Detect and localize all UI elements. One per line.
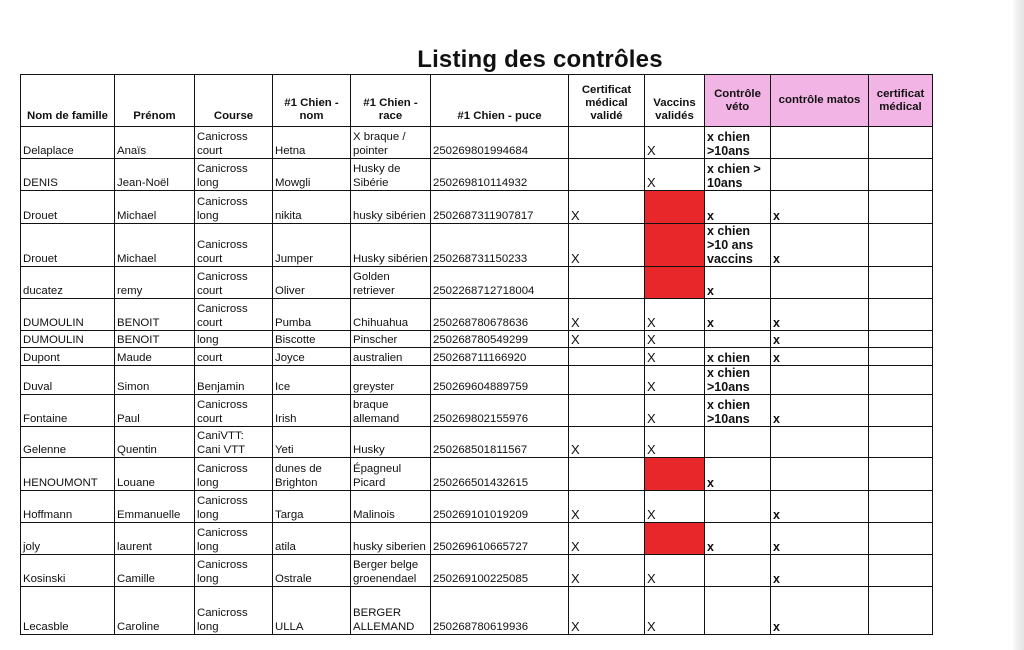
cell-certificat-medical: [869, 523, 933, 555]
cell-certificat-medical: [869, 159, 933, 191]
cell-chien-puce: 250269801994684: [431, 127, 569, 159]
table-header-row: [21, 75, 933, 127]
col-header-controle-matos: contrôle matos: [771, 75, 869, 127]
cell-nom: Drouet: [21, 224, 115, 267]
cell-nom: HENOUMONT: [21, 458, 115, 491]
cell-controle-veto: [705, 555, 771, 587]
cell-course: long: [195, 331, 273, 348]
table-row: [21, 523, 933, 555]
cell-chien-race: Husky de Sibérie: [351, 159, 431, 191]
cell-controle-matos: x: [771, 348, 869, 366]
cell-certificat-valide: X: [569, 224, 645, 267]
cell-controle-matos: x: [771, 555, 869, 587]
cell-chien-nom: Pumba: [273, 299, 351, 331]
cell-prenom: remy: [115, 267, 195, 299]
cell-chien-puce: 250226871271800​4: [431, 267, 569, 299]
cell-certificat-medical: [869, 458, 933, 491]
table-row: [21, 299, 933, 331]
cell-prenom: Caroline: [115, 587, 195, 635]
cell-certificat-valide: X: [569, 299, 645, 331]
cell-controle-veto: x: [705, 458, 771, 491]
cell-vaccins-valides: [645, 191, 705, 224]
cell-controle-matos: [771, 159, 869, 191]
cell-chien-puce: 250269810114932: [431, 159, 569, 191]
cell-prenom: Michael: [115, 224, 195, 267]
page-title: Listing des contrôles: [417, 46, 663, 73]
cell-chien-race: Husky sibérien: [351, 224, 431, 267]
cell-course: Canicross long: [195, 523, 273, 555]
cell-controle-matos: [771, 127, 869, 159]
cell-chien-nom: Biscotte: [273, 331, 351, 348]
cell-chien-puce: 250269610665727: [431, 523, 569, 555]
cell-prenom: Camille: [115, 555, 195, 587]
cell-controle-veto: x: [705, 299, 771, 331]
cell-nom: Dupont: [21, 348, 115, 366]
cell-chien-nom: Targa: [273, 491, 351, 523]
cell-chien-nom: nikita: [273, 191, 351, 224]
table-row: [21, 366, 933, 395]
cell-prenom: Paul: [115, 395, 195, 427]
cell-prenom: Maude: [115, 348, 195, 366]
cell-chien-nom: Irish: [273, 395, 351, 427]
cell-prenom: Quentin: [115, 427, 195, 458]
cell-certificat-valide: [569, 267, 645, 299]
cell-controle-veto: x chien: [705, 348, 771, 366]
cell-vaccins-valides: X: [645, 331, 705, 348]
cell-certificat-medical: [869, 299, 933, 331]
cell-course: court: [195, 348, 273, 366]
cell-controle-veto: x chien >10 ans vaccins: [705, 224, 771, 267]
cell-chien-race: Golden retriever: [351, 267, 431, 299]
cell-prenom: BENOIT: [115, 331, 195, 348]
cell-chien-nom: Jumper: [273, 224, 351, 267]
cell-chien-race: Pinscher: [351, 331, 431, 348]
cell-chien-race: husky sibérien: [351, 191, 431, 224]
cell-prenom: Louane: [115, 458, 195, 491]
table-row: [21, 348, 933, 366]
cell-nom: Delaplace: [21, 127, 115, 159]
cell-certificat-medical: [869, 366, 933, 395]
cell-chien-puce: 250268780549299: [431, 331, 569, 348]
cell-certificat-medical: [869, 191, 933, 224]
cell-chien-nom: Oliver: [273, 267, 351, 299]
cell-vaccins-valides: [645, 523, 705, 555]
cell-controle-matos: x: [771, 491, 869, 523]
cell-certificat-valide: [569, 159, 645, 191]
cell-prenom: Michael: [115, 191, 195, 224]
cell-certificat-medical: [869, 331, 933, 348]
cell-controle-veto: x chien >10ans: [705, 366, 771, 395]
cell-nom: DENIS: [21, 159, 115, 191]
cell-prenom: BENOIT: [115, 299, 195, 331]
cell-certificat-valide: X: [569, 587, 645, 635]
cell-controle-veto: x: [705, 523, 771, 555]
cell-course: Canicross court: [195, 224, 273, 267]
cell-chien-puce: 250268711166920: [431, 348, 569, 366]
cell-chien-puce: 250269802155976: [431, 395, 569, 427]
cell-chien-nom: Mowgli: [273, 159, 351, 191]
table-row: [21, 159, 933, 191]
cell-chien-race: australien: [351, 348, 431, 366]
cell-certificat-medical: [869, 555, 933, 587]
cell-certificat-valide: [569, 366, 645, 395]
cell-nom: Hoffmann: [21, 491, 115, 523]
cell-controle-matos: [771, 366, 869, 395]
cell-controle-matos: x: [771, 331, 869, 348]
col-header-nom: Nom de famille: [21, 75, 115, 127]
cell-nom: Lecasble: [21, 587, 115, 635]
cell-certificat-valide: [569, 348, 645, 366]
cell-vaccins-valides: X: [645, 366, 705, 395]
cell-controle-veto: [705, 491, 771, 523]
cell-nom: ducatez: [21, 267, 115, 299]
cell-course: Canicross long: [195, 491, 273, 523]
cell-course: Canicross long: [195, 587, 273, 635]
cell-chien-race: husky siberien: [351, 523, 431, 555]
cell-vaccins-valides: X: [645, 395, 705, 427]
cell-nom: Drouet: [21, 191, 115, 224]
col-header-vaccins-valides: Vaccins validés: [645, 75, 705, 127]
table-row: [21, 224, 933, 267]
cell-nom: Duval: [21, 366, 115, 395]
cell-course: Canicross court: [195, 267, 273, 299]
col-header-course: Course: [195, 75, 273, 127]
table-row: [21, 331, 933, 348]
cell-course: CaniVTT: Cani VTT: [195, 427, 273, 458]
table-row: [21, 491, 933, 523]
cell-chien-nom: Hetna: [273, 127, 351, 159]
cell-course: Canicross court: [195, 299, 273, 331]
table-row: [21, 458, 933, 491]
cell-controle-matos: x: [771, 191, 869, 224]
cell-nom: Kosinski: [21, 555, 115, 587]
table-body: [21, 127, 933, 635]
cell-controle-matos: x: [771, 395, 869, 427]
cell-certificat-valide: [569, 458, 645, 491]
cell-vaccins-valides: X: [645, 491, 705, 523]
cell-controle-veto: x chien > 10ans: [705, 159, 771, 191]
cell-certificat-valide: X: [569, 523, 645, 555]
cell-chien-nom: Ice: [273, 366, 351, 395]
cell-controle-matos: x: [771, 587, 869, 635]
cell-chien-nom: Ostrale: [273, 555, 351, 587]
cell-chien-race: Husky: [351, 427, 431, 458]
cell-chien-puce: 250268501811567: [431, 427, 569, 458]
col-header-prenom: Prénom: [115, 75, 195, 127]
cell-chien-nom: ULLA: [273, 587, 351, 635]
cell-controle-matos: x: [771, 224, 869, 267]
cell-chien-race: X braque / pointer: [351, 127, 431, 159]
cell-controle-matos: x: [771, 523, 869, 555]
cell-vaccins-valides: X: [645, 555, 705, 587]
table-row: [21, 267, 933, 299]
cell-nom: DUMOULIN: [21, 331, 115, 348]
cell-certificat-valide: X: [569, 331, 645, 348]
cell-chien-puce: 250268780619936: [431, 587, 569, 635]
cell-chien-puce: 250268731190781​7: [431, 191, 569, 224]
scan-edge-shadow: [1012, 0, 1024, 650]
cell-course: Canicross court: [195, 127, 273, 159]
cell-controle-matos: x: [771, 299, 869, 331]
cell-chien-race: braque allemand: [351, 395, 431, 427]
cell-controle-veto: x: [705, 191, 771, 224]
cell-certificat-medical: [869, 127, 933, 159]
col-header-chien-race: #1 Chien - race: [351, 75, 431, 127]
cell-course: Canicross long: [195, 458, 273, 491]
cell-certificat-valide: X: [569, 555, 645, 587]
cell-certificat-medical: [869, 491, 933, 523]
cell-controle-veto: [705, 587, 771, 635]
table-row: [21, 587, 933, 635]
cell-chien-nom: Joyce: [273, 348, 351, 366]
cell-vaccins-valides: [645, 458, 705, 491]
cell-controle-veto: [705, 331, 771, 348]
cell-controle-matos: [771, 267, 869, 299]
cell-certificat-medical: [869, 395, 933, 427]
cell-nom: DUMOULIN: [21, 299, 115, 331]
cell-chien-nom: Yeti: [273, 427, 351, 458]
cell-controle-veto: [705, 427, 771, 458]
cell-certificat-medical: [869, 348, 933, 366]
cell-controle-matos: [771, 458, 869, 491]
cell-controle-matos: [771, 427, 869, 458]
cell-vaccins-valides: X: [645, 427, 705, 458]
cell-prenom: Simon: [115, 366, 195, 395]
cell-certificat-valide: X: [569, 191, 645, 224]
cell-course: Canicross long: [195, 555, 273, 587]
controls-table: [20, 74, 933, 635]
cell-vaccins-valides: X: [645, 299, 705, 331]
cell-chien-puce: 250269100225085: [431, 555, 569, 587]
cell-controle-veto: x chien >10ans: [705, 395, 771, 427]
cell-controle-veto: x chien >10ans: [705, 127, 771, 159]
cell-prenom: Jean-Noël: [115, 159, 195, 191]
cell-vaccins-valides: X: [645, 348, 705, 366]
cell-certificat-valide: X: [569, 427, 645, 458]
cell-prenom: laurent: [115, 523, 195, 555]
cell-prenom: Emmanuelle: [115, 491, 195, 523]
cell-chien-puce: 250268780678636: [431, 299, 569, 331]
cell-vaccins-valides: [645, 224, 705, 267]
cell-chien-race: Malinois: [351, 491, 431, 523]
cell-chien-race: BERGER ALLEMAND: [351, 587, 431, 635]
table-row: [21, 395, 933, 427]
cell-vaccins-valides: X: [645, 127, 705, 159]
col-header-chien-nom: #1 Chien - nom: [273, 75, 351, 127]
cell-chien-puce: 250266501432615: [431, 458, 569, 491]
cell-chien-race: Berger belge groenendael: [351, 555, 431, 587]
cell-course: Canicross court: [195, 395, 273, 427]
col-header-chien-puce: #1 Chien - puce: [431, 75, 569, 127]
cell-certificat-medical: [869, 427, 933, 458]
cell-certificat-valide: X: [569, 491, 645, 523]
cell-certificat-medical: [869, 224, 933, 267]
cell-course: Canicross long: [195, 159, 273, 191]
cell-course: Benjamin: [195, 366, 273, 395]
cell-course: Canicross long: [195, 191, 273, 224]
cell-vaccins-valides: [645, 267, 705, 299]
cell-nom: Fontaine: [21, 395, 115, 427]
cell-nom: Gelenne: [21, 427, 115, 458]
cell-chien-puce: 250269101019209: [431, 491, 569, 523]
cell-certificat-medical: [869, 587, 933, 635]
cell-certificat-valide: [569, 127, 645, 159]
cell-chien-puce: 250268731150233: [431, 224, 569, 267]
cell-prenom: Anaïs: [115, 127, 195, 159]
cell-controle-veto: x: [705, 267, 771, 299]
cell-nom: joly: [21, 523, 115, 555]
cell-chien-race: greyster: [351, 366, 431, 395]
cell-vaccins-valides: X: [645, 587, 705, 635]
table-row: [21, 191, 933, 224]
table-row: [21, 555, 933, 587]
cell-chien-race: Épagneul Picard: [351, 458, 431, 491]
col-header-certificat-valide: Certificat médical validé: [569, 75, 645, 127]
cell-chien-puce: 250269604889759: [431, 366, 569, 395]
cell-certificat-medical: [869, 267, 933, 299]
cell-chien-nom: dunes de Brighton: [273, 458, 351, 491]
table-row: [21, 427, 933, 458]
cell-vaccins-valides: X: [645, 159, 705, 191]
cell-chien-race: Chihuahua: [351, 299, 431, 331]
cell-chien-nom: atila: [273, 523, 351, 555]
cell-certificat-valide: [569, 395, 645, 427]
col-header-controle-veto: Contrôle véto: [705, 75, 771, 127]
col-header-certificat-medical: certificat médical: [869, 75, 933, 127]
table-row: [21, 127, 933, 159]
